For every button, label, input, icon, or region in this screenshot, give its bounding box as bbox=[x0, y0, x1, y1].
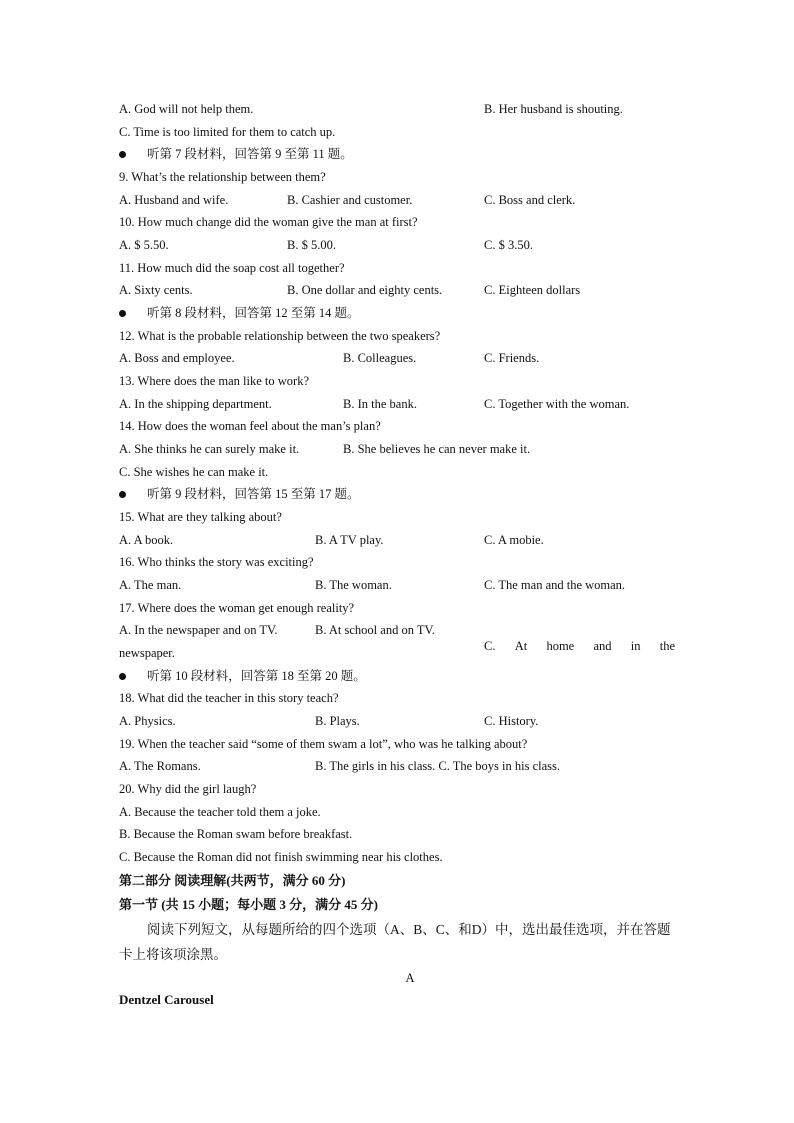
option-b: B. Cashier and customer. bbox=[287, 193, 413, 207]
option-c: C. Time is too limited for them to catch up. bbox=[119, 125, 336, 139]
option-b: B. One dollar and eighty cents. bbox=[287, 283, 443, 297]
option-b: B. She believes he can never make it. bbox=[343, 442, 531, 456]
option-b: B. Because the Roman swam before breakfast. bbox=[119, 827, 353, 841]
bullet-icon bbox=[119, 673, 126, 680]
option-a: A. In the newspaper and on TV. bbox=[119, 623, 278, 637]
option-a: A. Physics. bbox=[119, 714, 176, 728]
passage-title: Dentzel Carousel bbox=[119, 992, 214, 1007]
question-20: 20. Why did the girl laugh? bbox=[119, 782, 257, 796]
part2-heading: 第二部分 阅读理解(共两节，满分 60 分) bbox=[119, 873, 346, 888]
question-16-options bbox=[119, 577, 626, 593]
question-10: 10. How much change did the woman give the man at first? bbox=[119, 215, 418, 229]
section-header-8: 听第 8 段材料，回答第 12 至第 14 题。 bbox=[119, 305, 360, 321]
option-b: B. A TV play. bbox=[315, 533, 384, 547]
option-c: C. Because the Roman did not finish swimming near his clothes. bbox=[119, 850, 443, 864]
option-b: B. The woman. bbox=[315, 578, 392, 592]
question-19-options bbox=[119, 758, 561, 774]
q8-options-ab bbox=[119, 101, 623, 117]
option-a: A. The man. bbox=[119, 578, 182, 592]
question-18-options bbox=[119, 713, 539, 729]
question-13: 13. Where does the man like to work? bbox=[119, 374, 309, 388]
option-a: A. Because the teacher told them a joke. bbox=[119, 805, 321, 819]
option-c: C. Together with the woman. bbox=[484, 397, 630, 411]
question-18: 18. What did the teacher in this story teach? bbox=[119, 691, 339, 705]
option-b: B. Plays. bbox=[315, 714, 360, 728]
instruction-paragraph: 阅读下列短文，从每题所给的四个选项（A、B、C、和D）中，选出最佳选项，并在答题卡上将该项涂黑。 bbox=[119, 922, 671, 962]
question-11: 11. How much did the soap cost all together? bbox=[119, 261, 345, 275]
option-c: C. Eighteen dollars bbox=[484, 283, 581, 297]
question-17-options bbox=[119, 622, 675, 653]
option-c: C. Friends. bbox=[484, 351, 540, 365]
option-c-continued: newspaper. bbox=[119, 646, 175, 660]
section-header-9: 听第 9 段材料，回答第 15 至第 17 题。 bbox=[119, 486, 360, 502]
section-header-7: 听第 7 段材料，回答第 9 至第 11 题。 bbox=[119, 146, 353, 162]
option-b-c: B. The girls in his class. C. The boys in his class. bbox=[315, 759, 561, 773]
bullet-icon bbox=[119, 310, 126, 317]
option-b: B. $ 5.00. bbox=[287, 238, 336, 252]
section-header-10: 听第 10 段材料，回答第 18 至第 20 题。 bbox=[119, 668, 366, 684]
question-15: 15. What are they talking about? bbox=[119, 510, 282, 524]
question-12-options bbox=[119, 350, 540, 366]
option-c: C. $ 3.50. bbox=[484, 238, 533, 252]
option-a: A. A book. bbox=[119, 533, 174, 547]
option-b: B. At school and on TV. bbox=[315, 623, 436, 637]
option-b: B. Her husband is shouting. bbox=[484, 102, 623, 116]
question-14: 14. How does the woman feel about the man’s plan? bbox=[119, 419, 381, 433]
section1-heading: 第一节 (共 15 小题；每小题 3 分，满分 45 分) bbox=[119, 897, 378, 912]
passage-letter: A bbox=[405, 971, 415, 985]
question-10-options bbox=[119, 237, 533, 253]
bullet-icon bbox=[119, 491, 126, 498]
option-c: C. She wishes he can make it. bbox=[119, 465, 269, 479]
question-14-options-ab bbox=[119, 441, 531, 457]
question-11-options bbox=[119, 282, 581, 298]
option-a: A. Boss and employee. bbox=[119, 351, 235, 365]
question-19: 19. When the teacher said “some of them swam a lot”, who was he talking about? bbox=[119, 737, 528, 751]
option-b: B. Colleagues. bbox=[343, 351, 417, 365]
question-12: 12. What is the probable relationship between the two speakers? bbox=[119, 329, 441, 343]
option-a: A. Husband and wife. bbox=[119, 193, 229, 207]
question-17: 17. Where does the woman get enough reality? bbox=[119, 601, 355, 615]
option-a: A. In the shipping department. bbox=[119, 397, 272, 411]
question-9-options bbox=[119, 192, 576, 208]
question-15-options bbox=[119, 532, 544, 548]
option-a: A. $ 5.50. bbox=[119, 238, 169, 252]
option-c: C. History. bbox=[484, 714, 539, 728]
option-b: B. In the bank. bbox=[343, 397, 417, 411]
option-c: C. A mobie. bbox=[484, 533, 544, 547]
option-a: A. The Romans. bbox=[119, 759, 201, 773]
option-a: A. God will not help them. bbox=[119, 102, 254, 116]
question-16: 16. Who thinks the story was exciting? bbox=[119, 555, 314, 569]
bullet-icon bbox=[119, 151, 126, 158]
option-c: C. The man and the woman. bbox=[484, 578, 626, 592]
question-9: 9. What’s the relationship between them? bbox=[119, 170, 326, 184]
option-c: C. At home and in the bbox=[484, 639, 675, 653]
option-c: C. Boss and clerk. bbox=[484, 193, 576, 207]
option-a: A. Sixty cents. bbox=[119, 283, 193, 297]
option-a: A. She thinks he can surely make it. bbox=[119, 442, 300, 456]
question-13-options bbox=[119, 396, 630, 412]
